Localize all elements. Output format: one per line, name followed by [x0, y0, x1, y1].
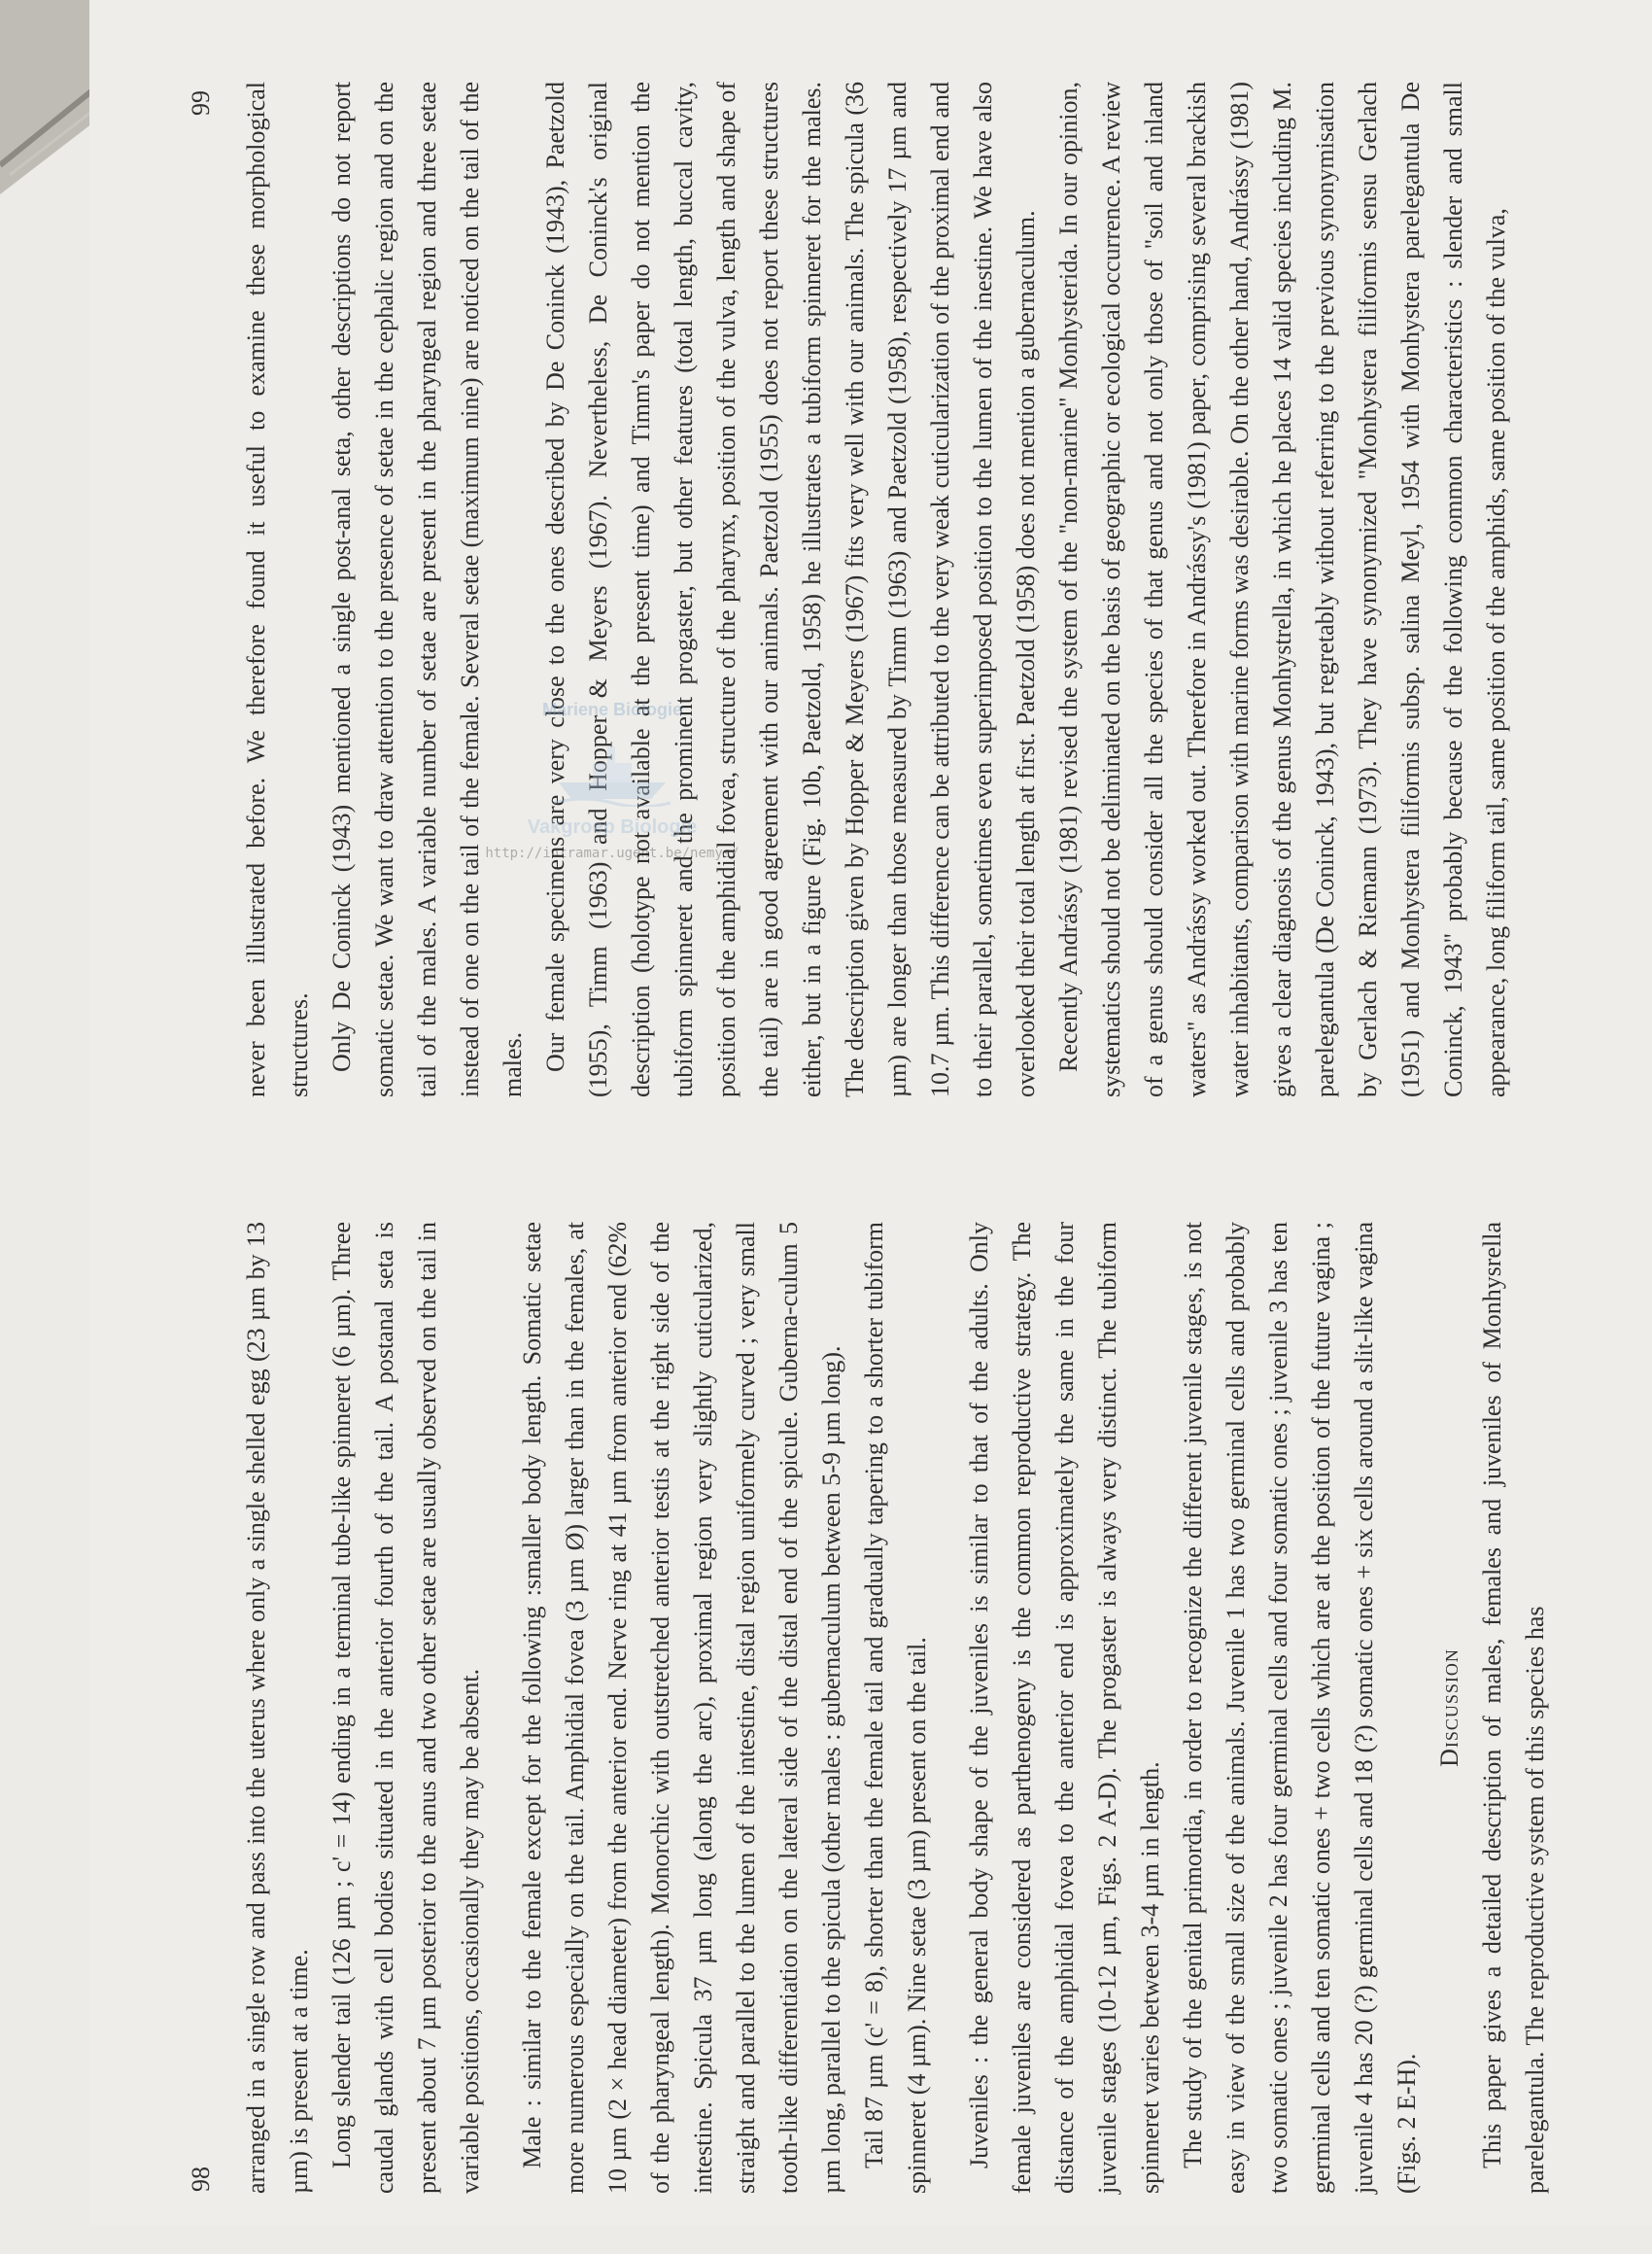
paragraph: Juveniles : the general body shape of the juveniles is similar to that of the adults. Only female juveniles are considered as parthenogeny is the common reproductive strategy. The distance of the amphidial fovea to the anterior end is approximately the same in the four juvenile stages (10-12 µm, Figs. 2 A-D). The progaster is always very distinct. The tubiform spinneret varies between 3-4 µm in length.	[965, 1222, 1164, 2194]
paragraph: arranged in a single row and pass into the uterus where only a single shelled egg (23 µm by 13 µm) is present at a time.	[242, 1222, 313, 2194]
paragraph: The study of the genital primordia, in order to recognize the different juvenile stages, is not easy in view of the small size of the animals. Juvenile 1 has two germinal cells and probably two somatic ones ; juvenile 2 has four germinal cells and four somatic ones ; juvenile 3 has ten germinal cells and ten somatic ones + two cells which are at the position of the future vagina ; juvenile 4 has 20 (?) germinal cells and 18 (?) somatic ones + six cells around a slit-like vagina (Figs. 2 E-H).	[1179, 1222, 1421, 2194]
right-page-text-column	[235, 82, 1518, 1097]
paragraph: Recently Andrássy (1981) revised the system of the "non-marine" Monhysterida. In our opinion, systematics should not be deliminated on the basis of geographic or ecological occurrence. A review of a genus should consider all the species of that genus and not only those of "soil and inland waters" as Andrássy worked out. Therefore in Andrássy's (1981) paper, comprising several brackish water inhabitants, comparison with marine forms was desirable. On the other hand, Andrássy (1981) gives a clear diagnosis of the genus Monhystrella, in which he places 14 valid species including M. parelegantula (De Coninck, 1943), but regretably without referring to the previous synonymisation by Gerlach & Riemann (1973). They have synonymized "Monhystera filiformis sensu Gerlach (1951) and Monhystera filiformis subsp. salina Meyl, 1954 with Monhystera parelegantula De Coninck, 1943" probably because of the following common characteristics : slender and small appearance, long filiform tail, same position of the amphids, same position of the vulva,	[1054, 82, 1510, 1097]
left-page	[89, 1107, 1652, 2225]
watermark-arc-text: Mariene Biologie	[541, 700, 683, 719]
section-heading: Discussion	[1435, 1648, 1463, 1767]
right-page	[89, 0, 1652, 1097]
watermark-url: http://intramar.ugent.be/nemys/	[485, 846, 740, 861]
left-page-text-column	[235, 1222, 1557, 2194]
paragraph: Tail 87 µm (c' = 8), shorter than the female tail and gradually tapering to a shorter tubiform spinneret (4 µm). Nine setae (3 µm) present on the tail.	[860, 1222, 931, 2194]
paragraph: This paper gives a detailed description of males, females and juveniles of Monhysrella parelegantula. The reproductive system of this species has	[1478, 1222, 1549, 2194]
paragraph: Our female specimens are very close to the ones described by De Coninck (1943), Paetzold (1955), Timm (1963) and Hopper & Meyers (1967). Nevertheless, De Coninck's original description (holotype not available at the present time) and Timm's paper do not mention the tubiform spinneret and the prominent progaster, but other features (total length, buccal cavity, position of the amphidial fovea, structure of the pharynx, position of the vulva, length and shape of the tail) are in good agreement with our animals. Paetzold (1955) does not report these structures either, but in a figure (Fig. 10b, Paetzold, 1958) he illustrates a tubiform spinneret for the males. The description given by Hopper & Meyers (1967) fits very well with our animals. The spicula (36 µm) are longer than those measured by Timm (1963) and Paetzold (1958), respectively 17 µm and 10.7 µm. This difference can be attributed to the very weak cuticularization of the proximal end and to their parallel, sometimes even superimposed position to the lumen of the inestine. We have also overlooked their total length at first. Paetzold (1958) does not mention a gubernaculum.	[541, 82, 1040, 1097]
paragraph: Male : similar to the female except for the following :smaller body length. Somatic setae more numerous especially on the tail. Amphidial fovea (3 µm Ø) larger than in the females, at 10 µm (2 × head diameter) from the anterior end. Nerve ring at 41 µm from anterior end (62% of the pharyngeal length). Monorchic with outstretched anterior testis at the right side of the intestine. Spicula 37 µm long (along the arc), proximal region very slightly cuticularized, straight and parallel to the lumen of the intestine, distal region uniformely curved ; very small tooth-like differentiation on the lateral side of the distal end of the spicule. Guberna-culum 5 µm long, parallel to the spicula (other males : gubernaculum between 5-9 µm long).	[518, 1222, 845, 2194]
paragraph: Long slender tail (126 µm ; c' = 14) ending in a terminal tube-like spinneret (6 µm). Three caudal glands with cell bodies situated in the anterior fourth of the tail. A postanal seta is present about 7 µm posterior to the anus and two other setae are usually observed on the tail in variable positions, occasionally they may be absent.	[327, 1222, 484, 2194]
paragraph: Only De Coninck (1943) mentioned a single post-anal seta, other descriptions do not report somatic setae. We want to draw attention to the presence of setae in the cephalic region and on the tail of the males. A variable number of setae are present in the pharyngeal region and three setae instead of one on the tail of the female. Several setae (maximum nine) are noticed on the tail of the males.	[327, 82, 527, 1097]
watermark-logo	[485, 700, 740, 894]
watermark-group-text: Vakgroep Biologie	[527, 816, 698, 838]
ship-icon	[554, 739, 671, 807]
paragraph: never been illustrated before. We therefore found it useful to examine these morphological structures.	[242, 82, 313, 1097]
book-spread	[89, 0, 1652, 2225]
page-number: 99	[187, 90, 215, 116]
page-number: 98	[187, 2167, 215, 2192]
